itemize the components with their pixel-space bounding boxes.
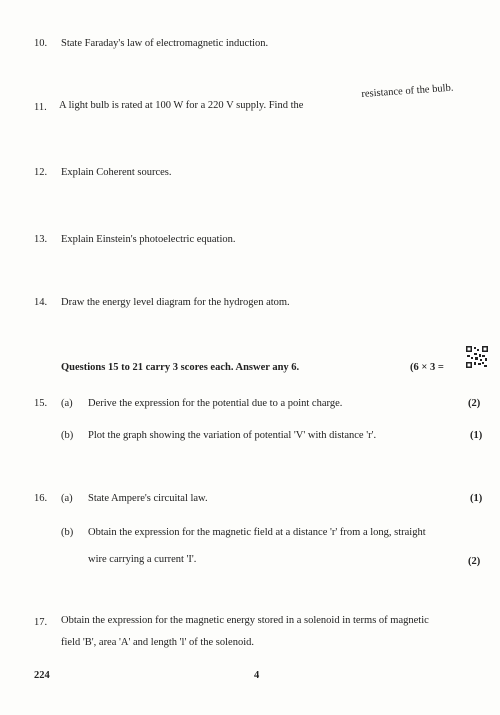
subpart-label: (b)	[61, 430, 74, 441]
subpart-text: Plot the graph showing the variation of potential 'V' with distance 'r'.	[88, 430, 377, 441]
question-text: A light bulb is rated at 100 W for a 220 V supply. Find the	[59, 100, 304, 111]
question-text: Draw the energy level diagram for the hydrogen atom.	[61, 297, 290, 308]
section-instruction: Questions 15 to 21 carry 3 scores each. Answer any 6.	[61, 362, 300, 373]
page-number: 4	[254, 670, 260, 681]
question-text: Explain Coherent sources.	[61, 167, 172, 178]
subpart-text-continued: wire carrying a current 'I'.	[88, 554, 197, 565]
subpart-label: (a)	[61, 493, 73, 504]
question-number: 12.	[34, 167, 48, 178]
question-number: 16.	[34, 493, 48, 504]
marks: (2)	[468, 398, 481, 409]
question-number: 14.	[34, 297, 48, 308]
subpart-text: Obtain the expression for the magnetic field at a distance 'r' from a long, straight	[88, 527, 426, 538]
question-number: 15.	[34, 398, 48, 409]
subpart-label: (b)	[61, 527, 74, 538]
question-text-continued: resistance of the bulb.	[361, 82, 454, 101]
marks: (1)	[470, 430, 483, 441]
subpart-label: (a)	[61, 398, 73, 409]
marks: (1)	[470, 493, 483, 504]
question-text: Obtain the expression for the magnetic energy stored in a solenoid in terms of magnetic	[61, 615, 429, 626]
qr-code-icon	[466, 346, 488, 368]
section-marks: (6 × 3 =	[410, 362, 444, 373]
question-number: 10.	[34, 38, 48, 49]
question-text: Explain Einstein's photoelectric equation.	[61, 234, 236, 245]
question-text: State Faraday's law of electromagnetic induction.	[61, 38, 269, 49]
question-text-continued: field 'B', area 'A' and length 'l' of the solenoid.	[61, 637, 255, 648]
question-number: 17.	[34, 617, 48, 628]
question-number: 11.	[34, 102, 47, 113]
paper-code: 224	[34, 670, 50, 681]
subpart-text: Derive the expression for the potential due to a point charge.	[88, 398, 343, 409]
subpart-text: State Ampere's circuital law.	[88, 493, 208, 504]
marks: (2)	[468, 556, 481, 567]
question-number: 13.	[34, 234, 48, 245]
